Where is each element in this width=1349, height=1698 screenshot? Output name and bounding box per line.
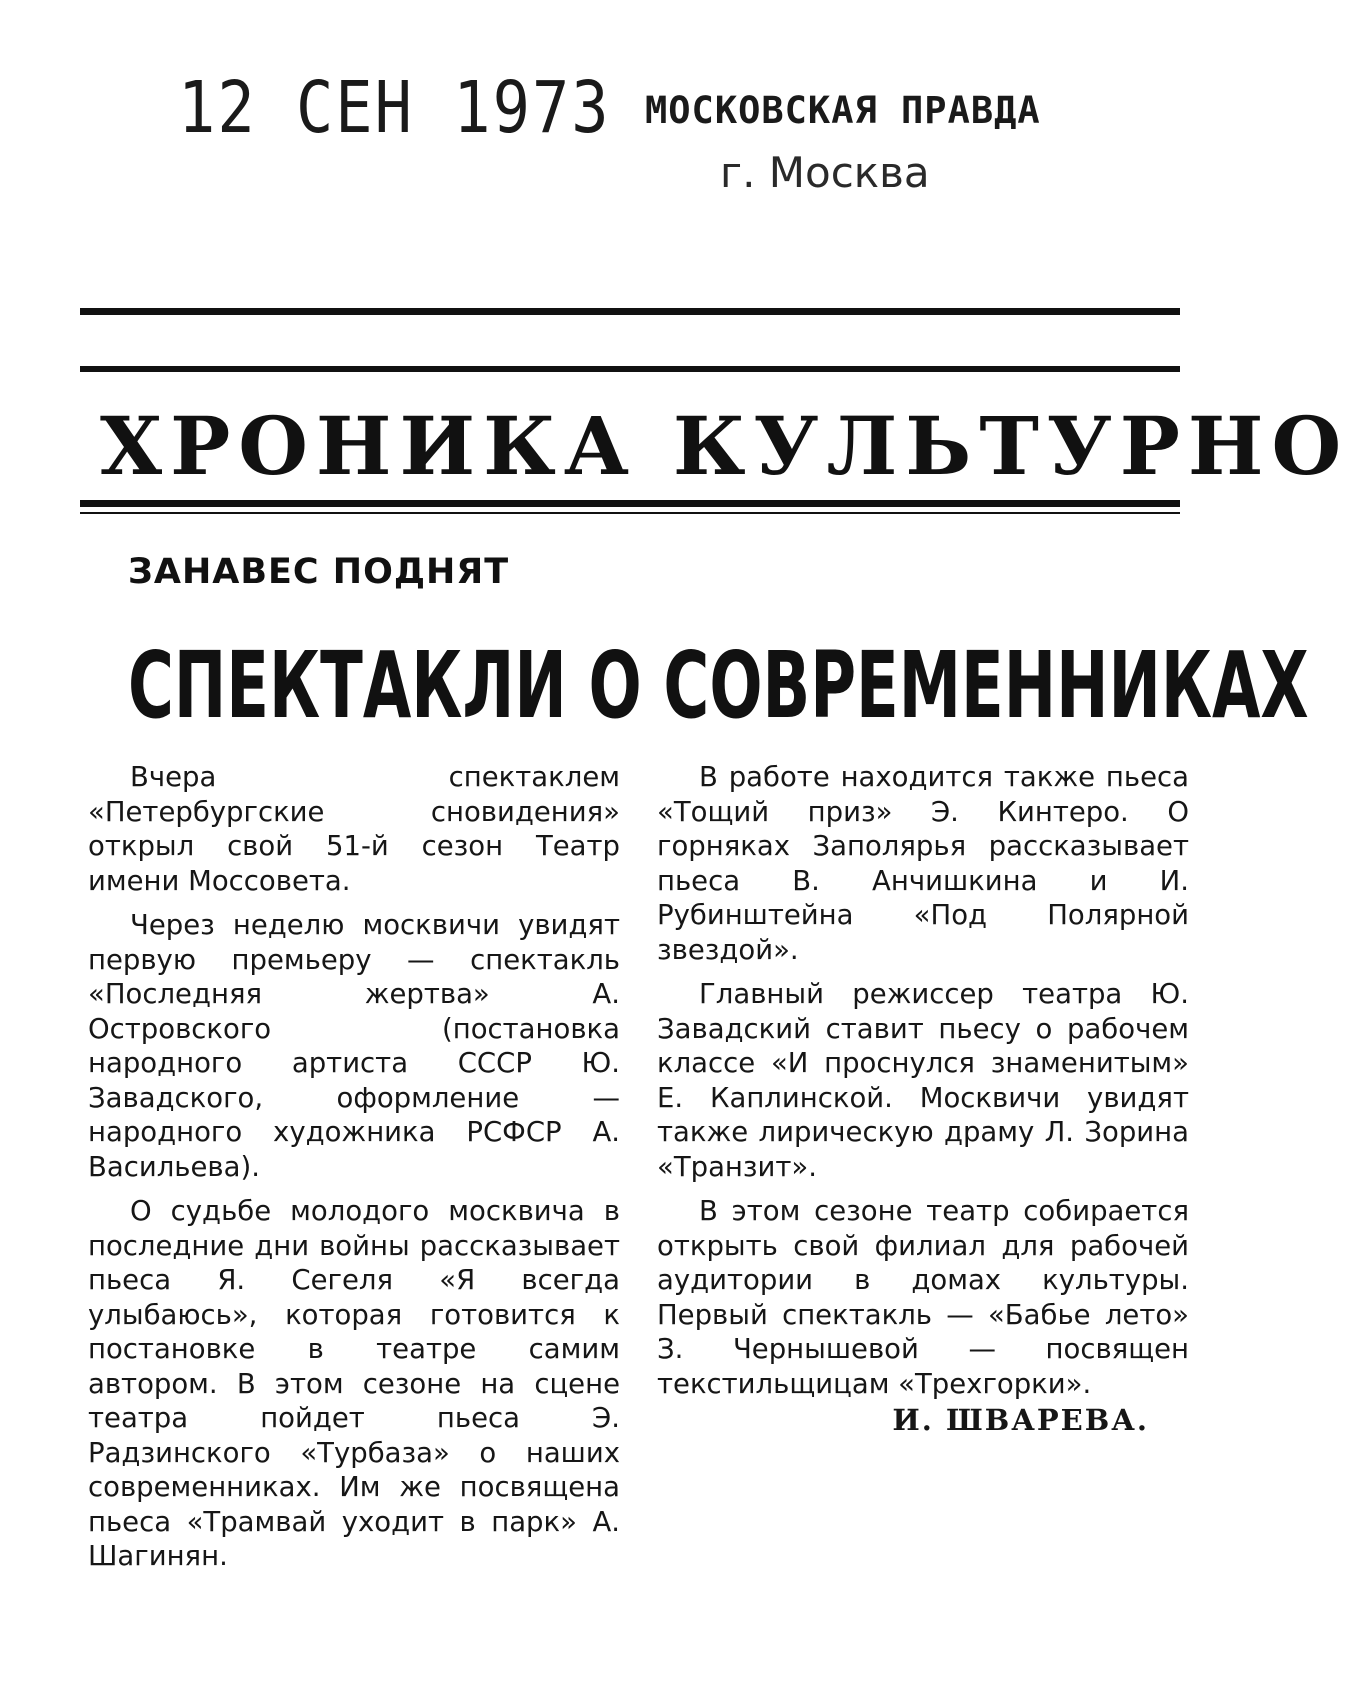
date-stamp: 12 СЕН 1973 — [178, 65, 611, 150]
paragraph: О судьбе молодого москвича в последние дни войны рассказывает пьеса Я. Сегеля «Я всегда улыбаюсь», которая готовится к постановке в театре самим автором. В этом сезоне на сцене театра пойдет пьеса Э. Радзинского «Турбаза» о наших современниках. Им же посвящена пьеса «Трамвай уходит в парк» А. Шагинян. — [88, 1195, 620, 1572]
paragraph: В работе находится также пьеса «Тощий приз» Э. Кинтеро. О горняках Заполярья рассказывает пьеса В. Анчишкина и И. Рубинштейна «Под Полярной звездой». — [657, 761, 1189, 966]
rubric-title: ХРОНИКА КУЛЬТУРНО — [100, 399, 1349, 493]
city-stamp: г. Москва — [720, 148, 930, 197]
bottom-rule-1 — [80, 500, 1180, 507]
bottom-rule-2 — [80, 512, 1180, 514]
newspaper-stamp: МОСКОВСКАЯ ПРАВДА — [645, 89, 1041, 132]
headline: СПЕКТАКЛИ О СОВРЕМЕННИКАХ — [128, 632, 1309, 739]
top-rule-2 — [80, 366, 1180, 372]
article-column-right — [657, 760, 1189, 1438]
author-signature: И. ШВАРЕВА. — [892, 1403, 1149, 1437]
top-rule-1 — [80, 308, 1180, 315]
paragraph: В этом сезоне театр собирается открыть свой филиал для рабочей аудитории в домах культуры. Первый спектакль — «Бабье лето» З. Чернышевой — посвящен текстильщицам «Трехгорки». — [657, 1195, 1189, 1400]
paragraph: Главный режиссер театра Ю. Завадский ставит пьесу о рабочем классе «И проснулся знаменитым» Е. Каплинской. Москвичи увидят также лирическую драму Л. Зорина «Транзит». — [657, 978, 1189, 1183]
article-column-left — [88, 760, 620, 1574]
paragraph: Вчера спектаклем «Петербургские сновидения» открыл свой 51-й сезон Театр имени Моссовета. — [88, 761, 620, 897]
paragraph: Через неделю москвичи увидят первую премьеру — спектакль «Последняя жертва» А. Островского (постановка народного артиста СССР Ю. Завадского, оформление — народного художника РСФСР А. Васильева). — [88, 909, 620, 1183]
overline: ЗАНАВЕС ПОДНЯТ — [128, 552, 510, 592]
